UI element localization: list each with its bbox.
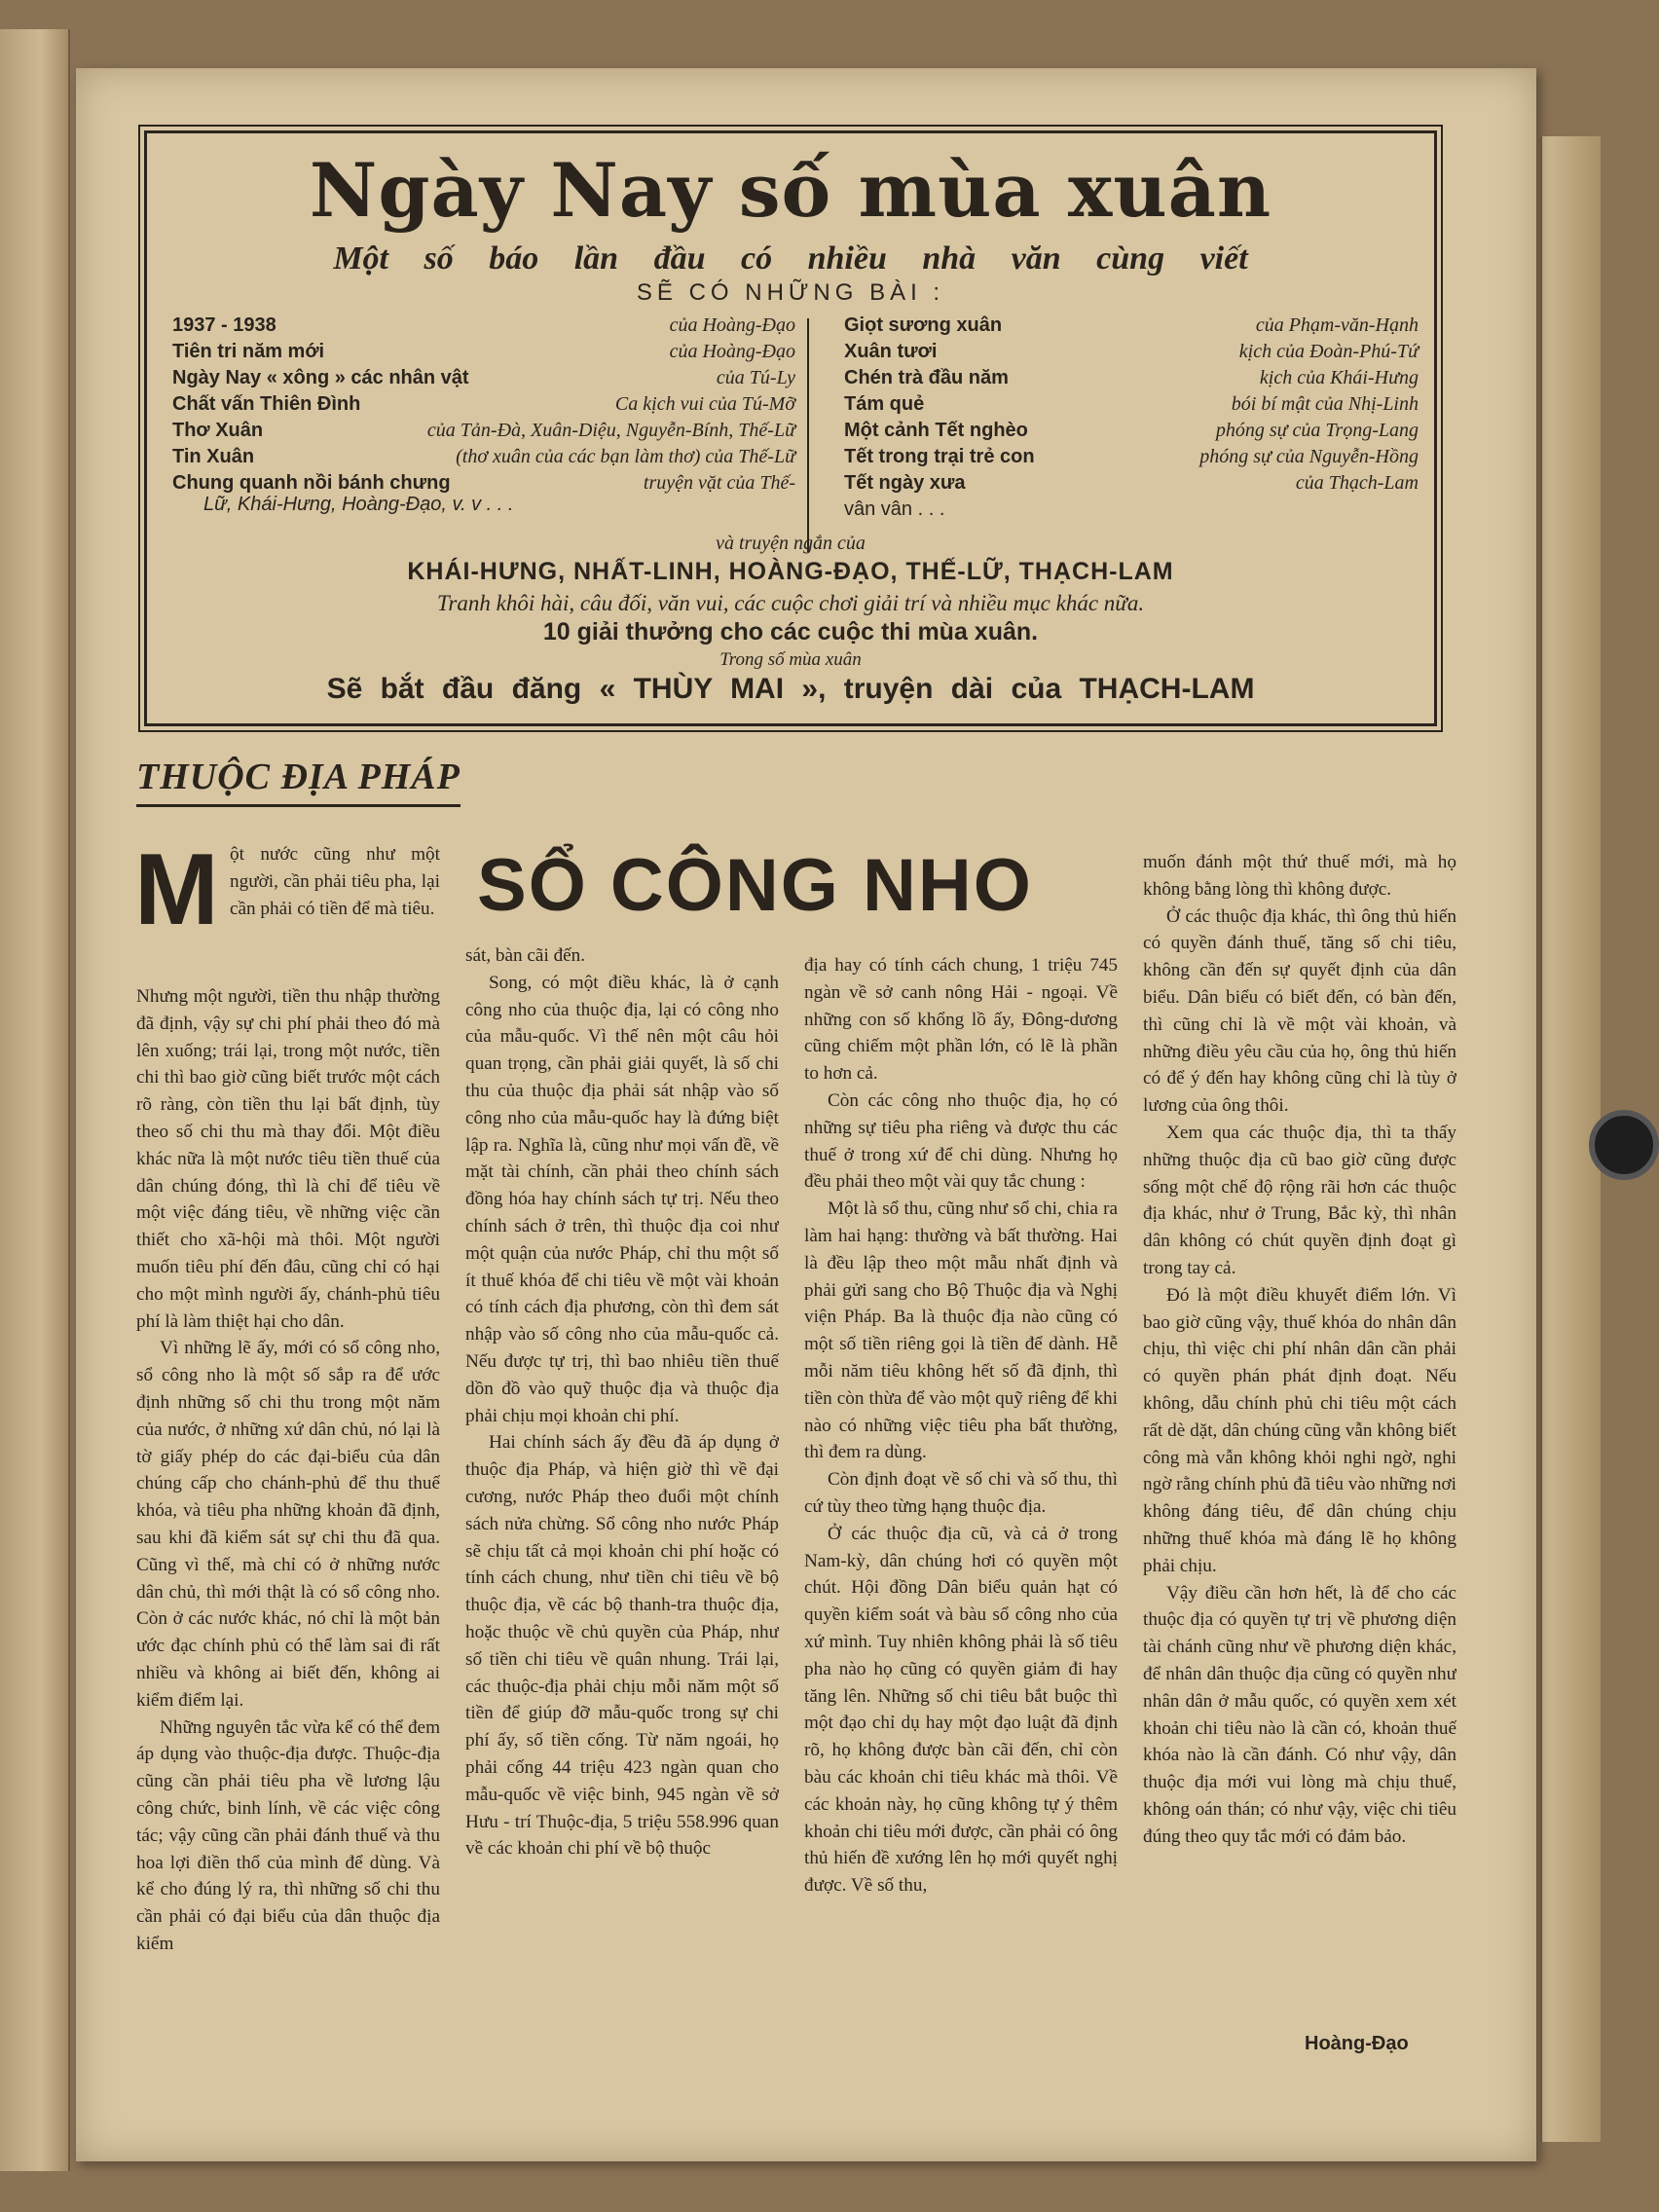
left-page-edge [0,29,70,2171]
drop-cap: M [134,833,219,946]
paragraph: Còn các công nho thuộc địa, họ có những sự tiêu pha riêng và được thu các thuế ở trong xứ để chi dùng. Nhưng họ đều phải theo một vài quy tắc chung : [804,1089,1118,1193]
ad-item: Thơ Xuân của Tản-Đà, Xuân-Diệu, Nguyễn-Bính, Thế-Lữ [172,420,795,441]
ad-left-column [172,314,795,498]
article-column-1-top [230,841,440,987]
ad-item: Tết trong trại trẻ con phóng sự của Nguyễn-Hồng [844,446,1419,467]
ad-item: Chén trà đầu năm kịch của Khái-Hưng [844,367,1419,388]
paragraph: muốn đánh một thứ thuế mới, mà họ không bằng lòng thì không được. [1143,852,1456,900]
paragraph: Hai chính sách ấy đều đã áp dụng ở thuộc địa Pháp, và hiện giờ thì về đại cương, nước Pháp theo đuổi một chính sách nửa chừng. Sổ công nho nước Pháp sẽ chịu tất cả mọi khoản chi phí hoặc có tính cách chung, như tiền chi tiêu về bộ thuộc địa, về các bộ thanh-tra thuộc địa, hoặc thuộc về chủ quyền của Pháp, như số tiền chi tiêu về quân nhung. Trái lại, các thuộc-địa phải chịu mỗi năm một số tiền để giúp đỡ mẫu-quốc trong sự chi phí ấy, số tiền cống. Từ năm ngoái, họ phải cống 44 triệu 423 ngàn quan cho mẫu-quốc về việc binh, 945 ngàn về sở Hưu - trí Thuộc-địa, 5 triệu 558.996 quan về các khoản chi phí về bộ thuộc [465,1432,779,1860]
article-headline: SỔ CÔNG NHO [477,844,1033,927]
paragraph: Còn định đoạt về số chi và số thu, thì cứ tùy theo từng hạng thuộc địa. [804,1469,1118,1517]
ad-subtitle: Một số báo lần đầu có nhiều nhà văn cùng viết [333,240,1248,276]
paragraph: Ở các thuộc địa khác, thì ông thủ hiến có quyền đánh thuế, tăng số chi tiêu, không cần đến sự quyết định của dân biểu. Dân biểu có biết đến, có bàn đến, thì cũng chỉ là về một vài khoản, và những điều yêu cầu của họ, ông thủ hiến có để ý đến hay không cũng chỉ là tùy ở lương của ông thôi. [1143,905,1456,1117]
paragraph: địa hay có tính cách chung, 1 triệu 745 ngàn về sở canh nông Hải - ngoại. Về những con số khổng lồ ấy, Đông-dương cũng chiếm một phần lớn, có lẽ là phần to hơn cả. [804,955,1118,1085]
ad-item: Giọt sương xuân của Phạm-văn-Hạnh [844,314,1419,336]
paragraph: Song, có một điều khác, là ở cạnh công nho của thuộc địa, lại có công nho của mẫu-quốc. Vì thế nên một câu hỏi quan trọng, cần phải giải quyết, là số chi thu của thuộc địa phải sát nhập vào số công nho của mẫu-quốc hay là đứng biệt lập ra. Nghĩa là, cũng như mọi vấn đề, về mặt tài chính, cần phải theo chính sách đồng hóa hay chính sách tự trị. Nếu theo chính sách ở trên, thì thuộc địa coi như một quận của nước Pháp, chỉ thu một số ít thuế khóa để chi tiêu về một vài khoản có tính cách địa phương, còn thì đem sát nhập vào số công nho của mẫu-quốc cả. Nếu được tự trị, thì bao nhiêu tiền thuế dồn đồ vào quỹ thuộc địa và thuộc địa phải chịu mọi khoản chi phí. [465,972,779,1426]
paragraph: Ở các thuộc địa cũ, và cả ở trong Nam-kỳ, dân chúng hơi có quyền một chút. Hội đồng Dân biểu quản hạt có quyền kiểm soát và bàu sổ công nho của xứ mình. Tuy nhiên không phải là số tiêu pha nào họ cũng có quyền giảm đi hay tăng lên. Những số chi tiêu bắt buộc thì một đạo chỉ dụ hay một đạo luật đã định rõ, họ không được bàn cãi đến, chỉ còn bàu các khoản chi tiêu khác mà thôi. Về các khoản này, họ cũng không tự ý thêm khoản chi tiêu mới được, cần phải có ông thủ hiến đề xướng lên họ mới quyết nghị được. Về số thu, [804,1523,1118,1897]
ad-item: 1937 - 1938 của Hoàng-Đạo [172,314,795,336]
paragraph: Nhưng một người, tiền thu nhập thường đã định, vậy sự chi phí phải theo đó mà lên xuống; trái lại, trong một nước, tiền chi thì bao giờ cũng biết trước một cách rõ ràng, còn tiền thu lại bất định, tùy theo số chi thu mà thay đổi. Một điều khác nữa là một nước tiêu tiền thuế của dân chúng đóng, thì là chỉ để tiêu về một việc đáng tiêu, về những việc cần thiết cho xã-hội mà thôi. Một người muốn tiêu phí đến đâu, cũng chỉ có hại cho một mình người ấy, chánh-phủ tiêu phí là làm thiệt hại cho dân. [136,986,440,1332]
article-column-4 [1143,849,1456,2056]
paragraph: Vậy điều cần hơn hết, là để cho các thuộc địa có quyền tự trị về phương diện tài chánh cũng như về phương diện khác, để nhân dân thuộc địa cũng có quyền như nhân dân ở mẫu quốc, có quyền xem xét khoản chi tiêu nào là cần có, khoản thuế khóa nào là cần đánh. Có như vậy, dân thuộc địa mới vui lòng mà chịu thuế, không oán thán; có như vậy, việc chi tiêu đúng theo quy tắc mới có đảm bảo. [1143,1582,1456,1847]
paragraph: Xem qua các thuộc địa, thì ta thấy những thuộc địa cũ bao giờ cũng được sống một chế độ rộng rãi hơn các thuộc địa khác, như ở Trung, Bắc kỳ, thì nhân dân không có chút quyền định đoạt gì trong tay cả. [1143,1122,1456,1278]
paragraph: sát, bàn cãi đến. [465,945,586,966]
ad-extras: Tranh khôi hài, câu đối, văn vui, các cuộc chơi giải trí và nhiều mục khác nữa. [436,591,1145,615]
section-title: THUỘC ĐỊA PHÁP [136,756,461,807]
paragraph: ột nước cũng như một người, cần phải tiêu pha, lại cần phải có tiền để mà tiêu. [230,844,440,919]
ad-column-divider [807,318,809,552]
article-column-3 [804,952,1118,2062]
ad-item: vân vân . . . [844,498,945,520]
ad-title: Ngày Nay số mùa xuân [309,147,1272,234]
ad-right-column [844,314,1419,525]
paragraph: Những nguyên tắc vừa kể có thể đem áp dụng vào thuộc-địa được. Thuộc-địa cũng cần phải tiêu pha về lương lậu công chức, binh lính, về các việc công tác; vậy cũng cần phải đánh thuế và thu hoa lợi điền thổ của mình để dùng. Và kể cho đúng lý ra, thì những số chi thu cần phải có đại biểu của dân thuộc địa kiểm [136,1716,440,1954]
ad-item: Chất vấn Thiên Đình Ca kịch vui của Tú-Mỡ [172,393,795,415]
ad-serial-novel: Sẽ bắt đầu đăng « THÙY MAI », truyện dài của THẠCH-LAM [326,673,1255,705]
paragraph: Vì những lẽ ấy, mới có sổ công nho, sổ công nho là một số sắp ra để ước định những số chi thu trong một năm của nước, ở những xứ dân chủ, nó lại là tờ giấy phép do các đại-biểu của dân chúng cấp cho chánh-phủ để thu thuế khóa, và tiêu pha những khoản đã định, sau khi đã kiểm sát sự chi thu đã qua. Cũng vì thế, mà chỉ có ở những nước dân chủ, thì mới thật là có sổ công nho. Còn ở các nước khác, nó chỉ là một bản ước đạc chính phủ có thể làm sai đi rất nhiều và không ai biết đến, không ai kiểm điểm lại. [136,1338,440,1711]
ad-item: Chung quanh nồi bánh chưng truyện vặt của Thế- [172,472,795,494]
ad-item: Tết ngày xưa của Thạch-Lam [844,472,1419,494]
ad-box [144,130,1437,726]
ad-item: Tám quẻ bói bí mật của Nhị-Linh [844,393,1419,415]
binder-clip-icon [1589,1110,1659,1180]
ad-item: Tin Xuân (thơ xuân của các bạn làm thơ) của Thế-Lữ [172,446,795,467]
ad-authors: KHÁI-HƯNG, NHẤT-LINH, HOÀNG-ĐẠO, THẾ-LỮ, THẠCH-LAM [407,558,1174,585]
author-signature: Hoàng-Đạo [1305,2033,1409,2054]
article-column-2 [465,942,779,2062]
ad-prizes: 10 giải thưởng cho các cuộc thi mùa xuân. [542,618,1039,645]
ad-item: Xuân tươi kịch của Đoàn-Phú-Tứ [844,341,1419,362]
ad-left-tail: Lữ, Khái-Hưng, Hoàng-Đạo, v. v . . . [203,494,514,515]
ad-will-have: SẼ CÓ NHỮNG BÀI : [636,279,945,306]
ad-in-issue: Trong số mùa xuân [719,649,862,670]
paragraph: Đó là một điều khuyết điểm lớn. Vì bao giờ cũng vậy, thuế khóa do nhân dân chịu, thì việc chi phí nhân dân cần phải có quyền phán phát định đoạt. Nếu không, dẫu chính phủ chi tiêu một cách rất dè dặt, dân chúng cũng vẫn không biết công mà vẫn không khỏi nghi ngờ, nghi ngờ rằng chính phủ đã tiêu vào những nơi không đáng tiêu, để dân chúng chịu những thuế khóa mà đáng lẽ họ không phải chịu. [1143,1284,1456,1576]
paragraph: Một là sổ thu, cũng như sổ chi, chia ra làm hai hạng: thường và bất thường. Hai là đều lập theo một mẫu nhất định và phải gửi sang cho Bộ Thuộc địa và Nghị viện Pháp. Ba là thuộc địa nào cũng có một số tiền riêng gọi là tiền để dành. Hễ mỗi năm tiêu không hết số đã định, thì tiền còn thừa để vào một quỹ riêng để khi nào có những việc tiêu pha bất thường, thì đem ra dùng. [804,1198,1118,1463]
ad-item: Một cảnh Tết nghèo phóng sự của Trọng-Lang [844,420,1419,441]
ad-and-short-stories: và truyện ngắn của [716,533,866,554]
ad-item: Ngày Nay « xông » các nhân vật của Tú-Ly [172,367,795,388]
article-column-1 [136,983,440,2064]
ad-item: Tiên tri năm mới của Hoàng-Đạo [172,341,795,362]
